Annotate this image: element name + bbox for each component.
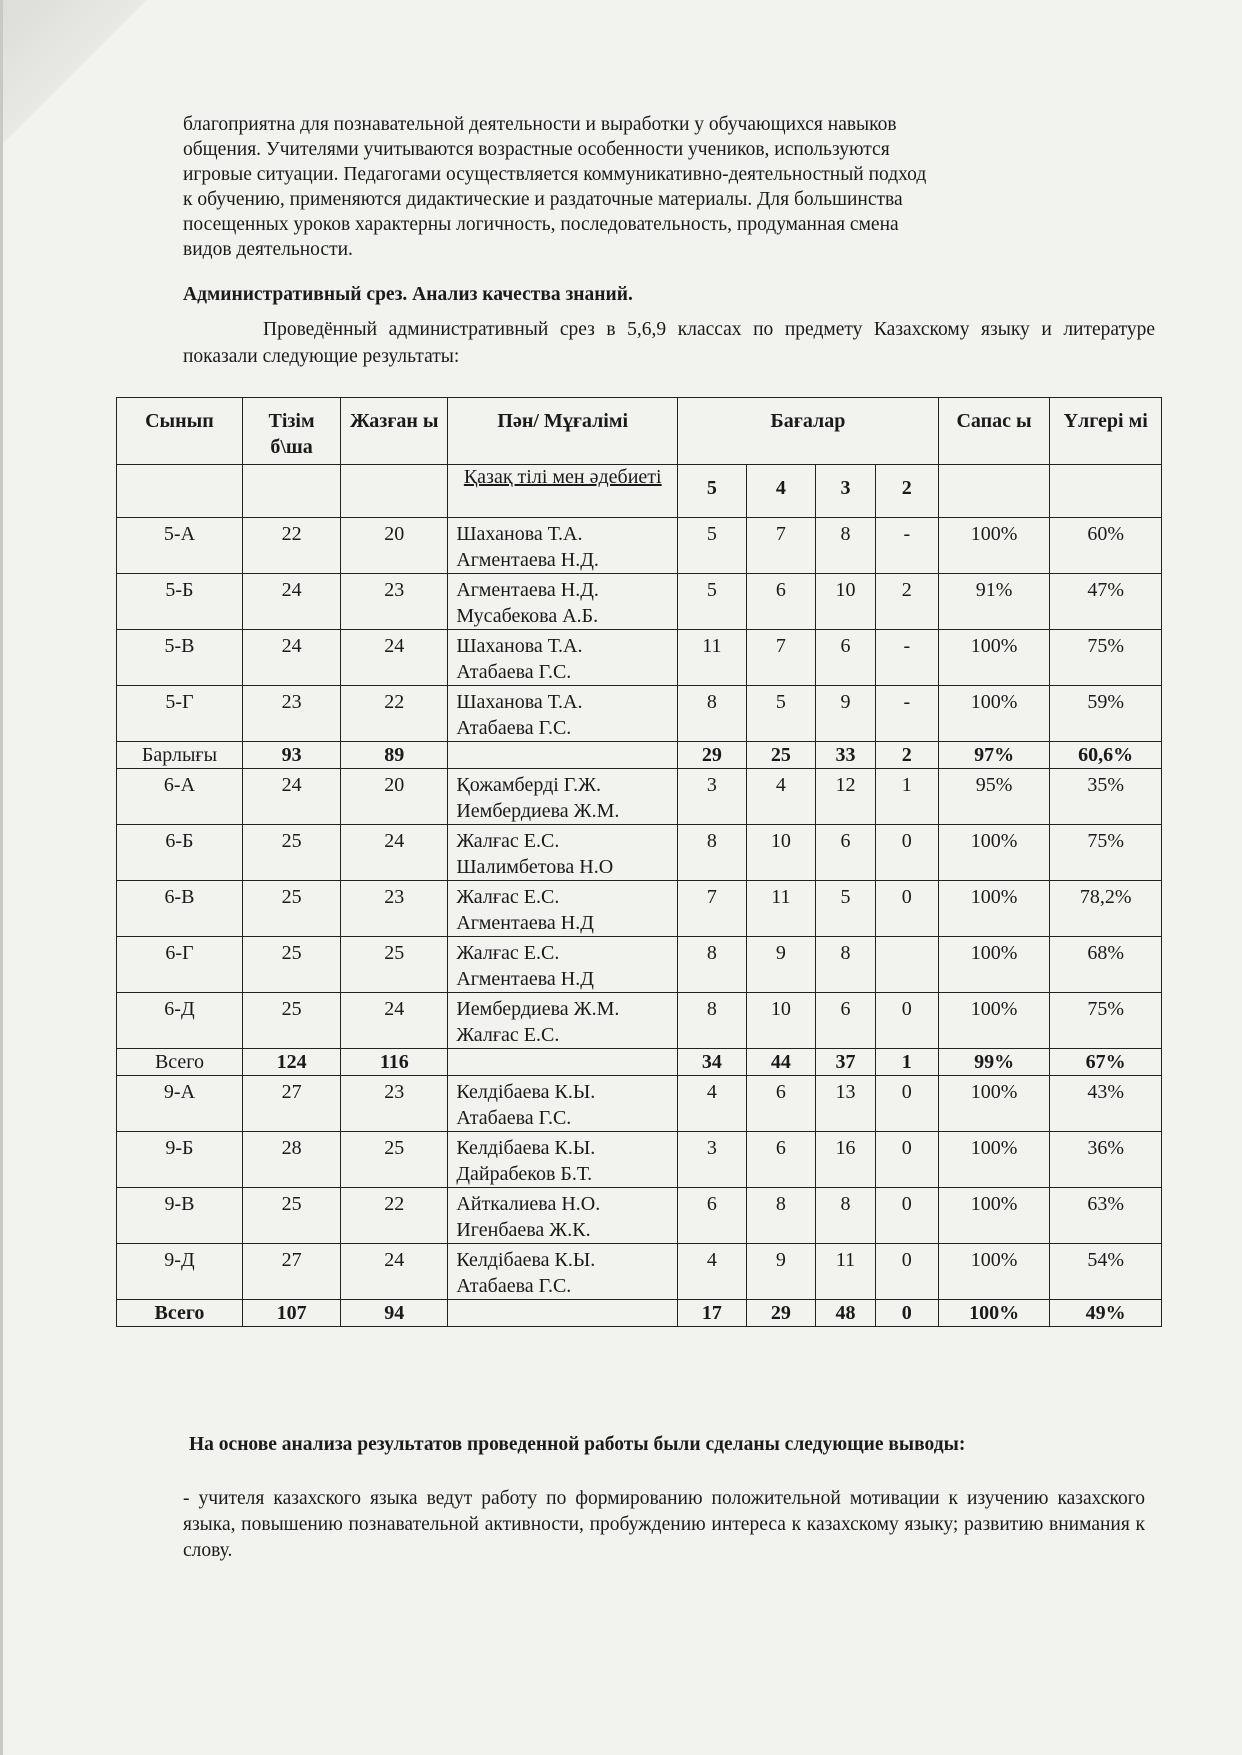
grade-3-cell: 11 xyxy=(816,1244,876,1300)
teacher-cell xyxy=(448,574,678,630)
grade-4-cell: 9 xyxy=(746,937,816,993)
grade-2-cell: 1 xyxy=(875,1049,938,1076)
grade-2-cell: 1 xyxy=(875,769,938,825)
teacher-name: Агментаева Н.Д. xyxy=(456,549,599,571)
teacher-name: Келдібаева К.Ы. xyxy=(456,1249,596,1271)
intro-line: общения. Учителями учитываются возрастные особенности учеников, используются xyxy=(183,139,890,160)
table-subheader-row xyxy=(117,465,1162,518)
table-row xyxy=(117,881,1162,937)
subject-name: Қазақ тілі мен әдебиеті xyxy=(448,465,678,518)
grade-4-cell: 5 xyxy=(746,686,816,742)
teacher-cell xyxy=(448,881,678,937)
class-cell: Всего xyxy=(117,1049,243,1076)
grade-5-cell: 5 xyxy=(678,518,746,574)
header-grades: Бағалар xyxy=(678,398,939,465)
grade-2-cell: - xyxy=(875,686,938,742)
teacher-name: Шалимбетова Н.О xyxy=(456,856,614,878)
class-cell: 5-Б xyxy=(117,574,243,630)
teacher-cell xyxy=(448,518,678,574)
grade-3-cell: 8 xyxy=(816,1188,876,1244)
quality-cell: 95% xyxy=(938,769,1050,825)
page-corner-fold xyxy=(0,0,170,210)
quality-cell: 100% xyxy=(938,1132,1050,1188)
list-cell: 107 xyxy=(242,1300,340,1327)
teacher-name: Шаханова Т.А. xyxy=(456,635,583,657)
list-cell: 27 xyxy=(242,1076,340,1132)
table-header-row xyxy=(117,398,1162,465)
grade-4-cell: 7 xyxy=(746,630,816,686)
class-cell: 5-В xyxy=(117,630,243,686)
progress-cell: 60% xyxy=(1050,518,1162,574)
progress-cell: 75% xyxy=(1050,630,1162,686)
list-cell: 93 xyxy=(242,742,340,769)
grade-4-cell: 11 xyxy=(746,881,816,937)
grade-5-cell: 29 xyxy=(678,742,746,769)
header-progress: Үлгері мі xyxy=(1050,398,1162,465)
class-cell: 9-Б xyxy=(117,1132,243,1188)
grade-4-cell: 8 xyxy=(746,1188,816,1244)
grade-2-cell: 2 xyxy=(875,742,938,769)
teacher-name: Агментаева Н.Д xyxy=(456,912,594,934)
teacher-cell xyxy=(448,686,678,742)
grade-3-cell: 33 xyxy=(816,742,876,769)
grade-4-cell: 4 xyxy=(746,769,816,825)
teacher-cell xyxy=(448,825,678,881)
conclusion-title: На основе анализа результатов проведенной работы были сделаны следующие выводы: xyxy=(189,1434,966,1455)
list-cell: 124 xyxy=(242,1049,340,1076)
conclusion-text: - учителя казахского языка ведут работу по формированию положительной мотивации к изучению казахского языка, повышению познавательной активности, пробуждению интереса к казахскому языку; развитию внимания к слову. xyxy=(183,1488,1145,1561)
page-edge xyxy=(0,0,3,1755)
teacher-name: Мусабекова А.Б. xyxy=(456,605,599,627)
class-cell: Барлығы xyxy=(117,742,243,769)
grade-5-cell: 8 xyxy=(678,686,746,742)
list-cell: 25 xyxy=(242,881,340,937)
wrote-cell: 24 xyxy=(341,1244,448,1300)
teacher-cell xyxy=(448,742,678,769)
progress-cell: 49% xyxy=(1050,1300,1162,1327)
grade-5-cell: 3 xyxy=(678,1132,746,1188)
class-cell: 6-Д xyxy=(117,993,243,1049)
progress-cell: 36% xyxy=(1050,1132,1162,1188)
teacher-cell xyxy=(448,1188,678,1244)
list-cell: 28 xyxy=(242,1132,340,1188)
quality-cell: 100% xyxy=(938,937,1050,993)
list-cell: 25 xyxy=(242,825,340,881)
header-quality: Сапас ы xyxy=(938,398,1050,465)
grade-2-cell: 0 xyxy=(875,1188,938,1244)
grade-3-cell: 48 xyxy=(816,1300,876,1327)
progress-cell: 54% xyxy=(1050,1244,1162,1300)
grade-5-cell: 4 xyxy=(678,1076,746,1132)
class-cell: 6-Б xyxy=(117,825,243,881)
teacher-cell xyxy=(448,1244,678,1300)
list-cell: 25 xyxy=(242,937,340,993)
grade-3-cell: 12 xyxy=(816,769,876,825)
progress-cell: 67% xyxy=(1050,1049,1162,1076)
class-cell: 6-Г xyxy=(117,937,243,993)
teacher-name: Атабаева Г.С. xyxy=(456,1107,572,1129)
progress-cell: 47% xyxy=(1050,574,1162,630)
grade-4-cell: 10 xyxy=(746,825,816,881)
grade-5-cell: 11 xyxy=(678,630,746,686)
grade-2-cell: - xyxy=(875,630,938,686)
lead-paragraph: Проведённый административный срез в 5,6,9 классах по предмету Казахскому языку и литературе показали следующие результаты: xyxy=(183,319,1155,367)
quality-cell: 97% xyxy=(938,742,1050,769)
teacher-name: Атабаева Г.С. xyxy=(456,661,572,683)
intro-line: к обучению, применяются дидактические и раздаточные материалы. Для большинства xyxy=(183,189,903,210)
wrote-cell: 89 xyxy=(341,742,448,769)
intro-line: видов деятельности. xyxy=(183,239,353,260)
teacher-name: Иембердиева Ж.М. xyxy=(456,998,620,1020)
grade-3-cell: 8 xyxy=(816,937,876,993)
quality-cell: 100% xyxy=(938,630,1050,686)
wrote-cell: 24 xyxy=(341,993,448,1049)
teacher-name: Қожамберді Г.Ж. xyxy=(456,774,602,796)
teacher-cell xyxy=(448,1132,678,1188)
table-row xyxy=(117,574,1162,630)
quality-cell: 100% xyxy=(938,1244,1050,1300)
wrote-cell: 23 xyxy=(341,574,448,630)
teacher-name: Шаханова Т.А. xyxy=(456,523,583,545)
grade-5-cell: 8 xyxy=(678,993,746,1049)
wrote-cell: 24 xyxy=(341,825,448,881)
header-class: Сынып xyxy=(117,398,243,465)
grade-5-cell: 4 xyxy=(678,1244,746,1300)
header-subject-teacher: Пән/ Мұғалімі xyxy=(448,398,678,465)
class-cell: Всего xyxy=(117,1300,243,1327)
list-cell: 22 xyxy=(242,518,340,574)
grade-col-4: 4 xyxy=(746,465,816,518)
table-row xyxy=(117,1076,1162,1132)
table-row xyxy=(117,825,1162,881)
list-cell: 25 xyxy=(242,1188,340,1244)
grade-3-cell: 16 xyxy=(816,1132,876,1188)
grade-2-cell: 2 xyxy=(875,574,938,630)
teacher-name: Агментаева Н.Д. xyxy=(456,579,599,601)
teacher-cell xyxy=(448,1049,678,1076)
progress-cell: 78,2% xyxy=(1050,881,1162,937)
grade-4-cell: 44 xyxy=(746,1049,816,1076)
grade-5-cell: 6 xyxy=(678,1188,746,1244)
list-cell: 24 xyxy=(242,769,340,825)
list-cell: 27 xyxy=(242,1244,340,1300)
list-cell: 25 xyxy=(242,993,340,1049)
grade-5-cell: 8 xyxy=(678,825,746,881)
grade-2-cell: 0 xyxy=(875,993,938,1049)
progress-cell: 75% xyxy=(1050,825,1162,881)
quality-cell: 100% xyxy=(938,686,1050,742)
class-cell: 6-В xyxy=(117,881,243,937)
grade-4-cell: 7 xyxy=(746,518,816,574)
teacher-cell xyxy=(448,630,678,686)
grade-2-cell: - xyxy=(875,518,938,574)
wrote-cell: 94 xyxy=(341,1300,448,1327)
table-total-row xyxy=(117,742,1162,769)
section-title: Административный срез. Анализ качества знаний. xyxy=(183,284,633,305)
quality-cell: 100% xyxy=(938,1188,1050,1244)
quality-cell: 100% xyxy=(938,518,1050,574)
list-cell: 24 xyxy=(242,574,340,630)
class-cell: 6-А xyxy=(117,769,243,825)
wrote-cell: 23 xyxy=(341,1076,448,1132)
grade-3-cell: 8 xyxy=(816,518,876,574)
list-cell: 24 xyxy=(242,630,340,686)
grade-col-5: 5 xyxy=(678,465,746,518)
table-total-row xyxy=(117,1300,1162,1327)
grade-col-2: 2 xyxy=(875,465,938,518)
grade-2-cell: 0 xyxy=(875,1300,938,1327)
quality-cell: 100% xyxy=(938,825,1050,881)
quality-cell: 100% xyxy=(938,1300,1050,1327)
teacher-cell xyxy=(448,937,678,993)
teacher-name: Жалғас Е.С. xyxy=(456,886,560,908)
quality-cell: 100% xyxy=(938,1076,1050,1132)
grade-5-cell: 8 xyxy=(678,937,746,993)
teacher-name: Атабаева Г.С. xyxy=(456,717,572,739)
table-row xyxy=(117,1244,1162,1300)
table-total-row xyxy=(117,1049,1162,1076)
progress-cell: 35% xyxy=(1050,769,1162,825)
teacher-name: Дайрабеков Б.Т. xyxy=(456,1163,593,1185)
grade-4-cell: 29 xyxy=(746,1300,816,1327)
grade-2-cell: 0 xyxy=(875,1244,938,1300)
intro-line: посещенных уроков характерны логичность, последовательность, продуманная смена xyxy=(183,214,899,235)
grade-4-cell: 25 xyxy=(746,742,816,769)
wrote-cell: 25 xyxy=(341,937,448,993)
table-row xyxy=(117,1188,1162,1244)
grade-3-cell: 5 xyxy=(816,881,876,937)
class-cell: 5-Г xyxy=(117,686,243,742)
grade-5-cell: 3 xyxy=(678,769,746,825)
grade-col-3: 3 xyxy=(816,465,876,518)
grade-2-cell: 0 xyxy=(875,825,938,881)
teacher-name: Айткалиева Н.О. xyxy=(456,1193,601,1215)
grade-4-cell: 9 xyxy=(746,1244,816,1300)
grade-5-cell: 5 xyxy=(678,574,746,630)
progress-cell: 68% xyxy=(1050,937,1162,993)
quality-cell: 100% xyxy=(938,881,1050,937)
teacher-cell xyxy=(448,1300,678,1327)
teacher-name: Игенбаева Ж.К. xyxy=(456,1219,591,1241)
intro-line: благоприятна для познавательной деятельности и выработки у обучающихся навыков xyxy=(183,114,897,135)
progress-cell: 43% xyxy=(1050,1076,1162,1132)
class-cell: 9-А xyxy=(117,1076,243,1132)
table-row xyxy=(117,1132,1162,1188)
table-row xyxy=(117,630,1162,686)
class-cell: 9-Д xyxy=(117,1244,243,1300)
table-row xyxy=(117,993,1162,1049)
intro-line: игровые ситуации. Педагогами осуществляется коммуникативно-деятельностный подход xyxy=(183,164,927,185)
grade-4-cell: 6 xyxy=(746,574,816,630)
table-row xyxy=(117,518,1162,574)
quality-cell: 99% xyxy=(938,1049,1050,1076)
teacher-cell xyxy=(448,993,678,1049)
teacher-name: Жалғас Е.С. xyxy=(456,1024,560,1046)
quality-cell: 91% xyxy=(938,574,1050,630)
wrote-cell: 25 xyxy=(341,1132,448,1188)
grade-2-cell: 0 xyxy=(875,1076,938,1132)
grade-5-cell: 34 xyxy=(678,1049,746,1076)
class-cell: 5-А xyxy=(117,518,243,574)
teacher-name: Атабаева Г.С. xyxy=(456,1275,572,1297)
wrote-cell: 22 xyxy=(341,686,448,742)
progress-cell: 60,6% xyxy=(1050,742,1162,769)
table-row xyxy=(117,686,1162,742)
teacher-name: Келдібаева К.Ы. xyxy=(456,1081,596,1103)
grade-3-cell: 6 xyxy=(816,825,876,881)
quality-cell: 100% xyxy=(938,993,1050,1049)
results-table xyxy=(116,397,1162,1327)
wrote-cell: 20 xyxy=(341,769,448,825)
header-list: Тізім б\ша xyxy=(242,398,340,465)
teacher-name: Жалғас Е.С. xyxy=(456,830,560,852)
teacher-name: Келдібаева К.Ы. xyxy=(456,1137,596,1159)
progress-cell: 59% xyxy=(1050,686,1162,742)
wrote-cell: 22 xyxy=(341,1188,448,1244)
header-wrote: Жазған ы xyxy=(341,398,448,465)
wrote-cell: 20 xyxy=(341,518,448,574)
list-cell: 23 xyxy=(242,686,340,742)
class-cell: 9-В xyxy=(117,1188,243,1244)
grade-3-cell: 37 xyxy=(816,1049,876,1076)
grade-2-cell: 0 xyxy=(875,1132,938,1188)
teacher-cell xyxy=(448,1076,678,1132)
grade-4-cell: 10 xyxy=(746,993,816,1049)
progress-cell: 75% xyxy=(1050,993,1162,1049)
grade-3-cell: 13 xyxy=(816,1076,876,1132)
grade-3-cell: 6 xyxy=(816,993,876,1049)
grade-2-cell: 0 xyxy=(875,881,938,937)
grade-3-cell: 6 xyxy=(816,630,876,686)
table-row xyxy=(117,937,1162,993)
teacher-name: Шаханова Т.А. xyxy=(456,691,583,713)
grade-3-cell: 10 xyxy=(816,574,876,630)
intro-paragraph xyxy=(183,112,1143,262)
grade-5-cell: 7 xyxy=(678,881,746,937)
grade-2-cell xyxy=(875,937,938,993)
progress-cell: 63% xyxy=(1050,1188,1162,1244)
grade-5-cell: 17 xyxy=(678,1300,746,1327)
grade-4-cell: 6 xyxy=(746,1076,816,1132)
teacher-cell xyxy=(448,769,678,825)
grade-4-cell: 6 xyxy=(746,1132,816,1188)
teacher-name: Иембердиева Ж.М. xyxy=(456,800,620,822)
grade-3-cell: 9 xyxy=(816,686,876,742)
table-row xyxy=(117,769,1162,825)
teacher-name: Жалғас Е.С. xyxy=(456,942,560,964)
wrote-cell: 116 xyxy=(341,1049,448,1076)
wrote-cell: 24 xyxy=(341,630,448,686)
teacher-name: Агментаева Н.Д xyxy=(456,968,594,990)
wrote-cell: 23 xyxy=(341,881,448,937)
